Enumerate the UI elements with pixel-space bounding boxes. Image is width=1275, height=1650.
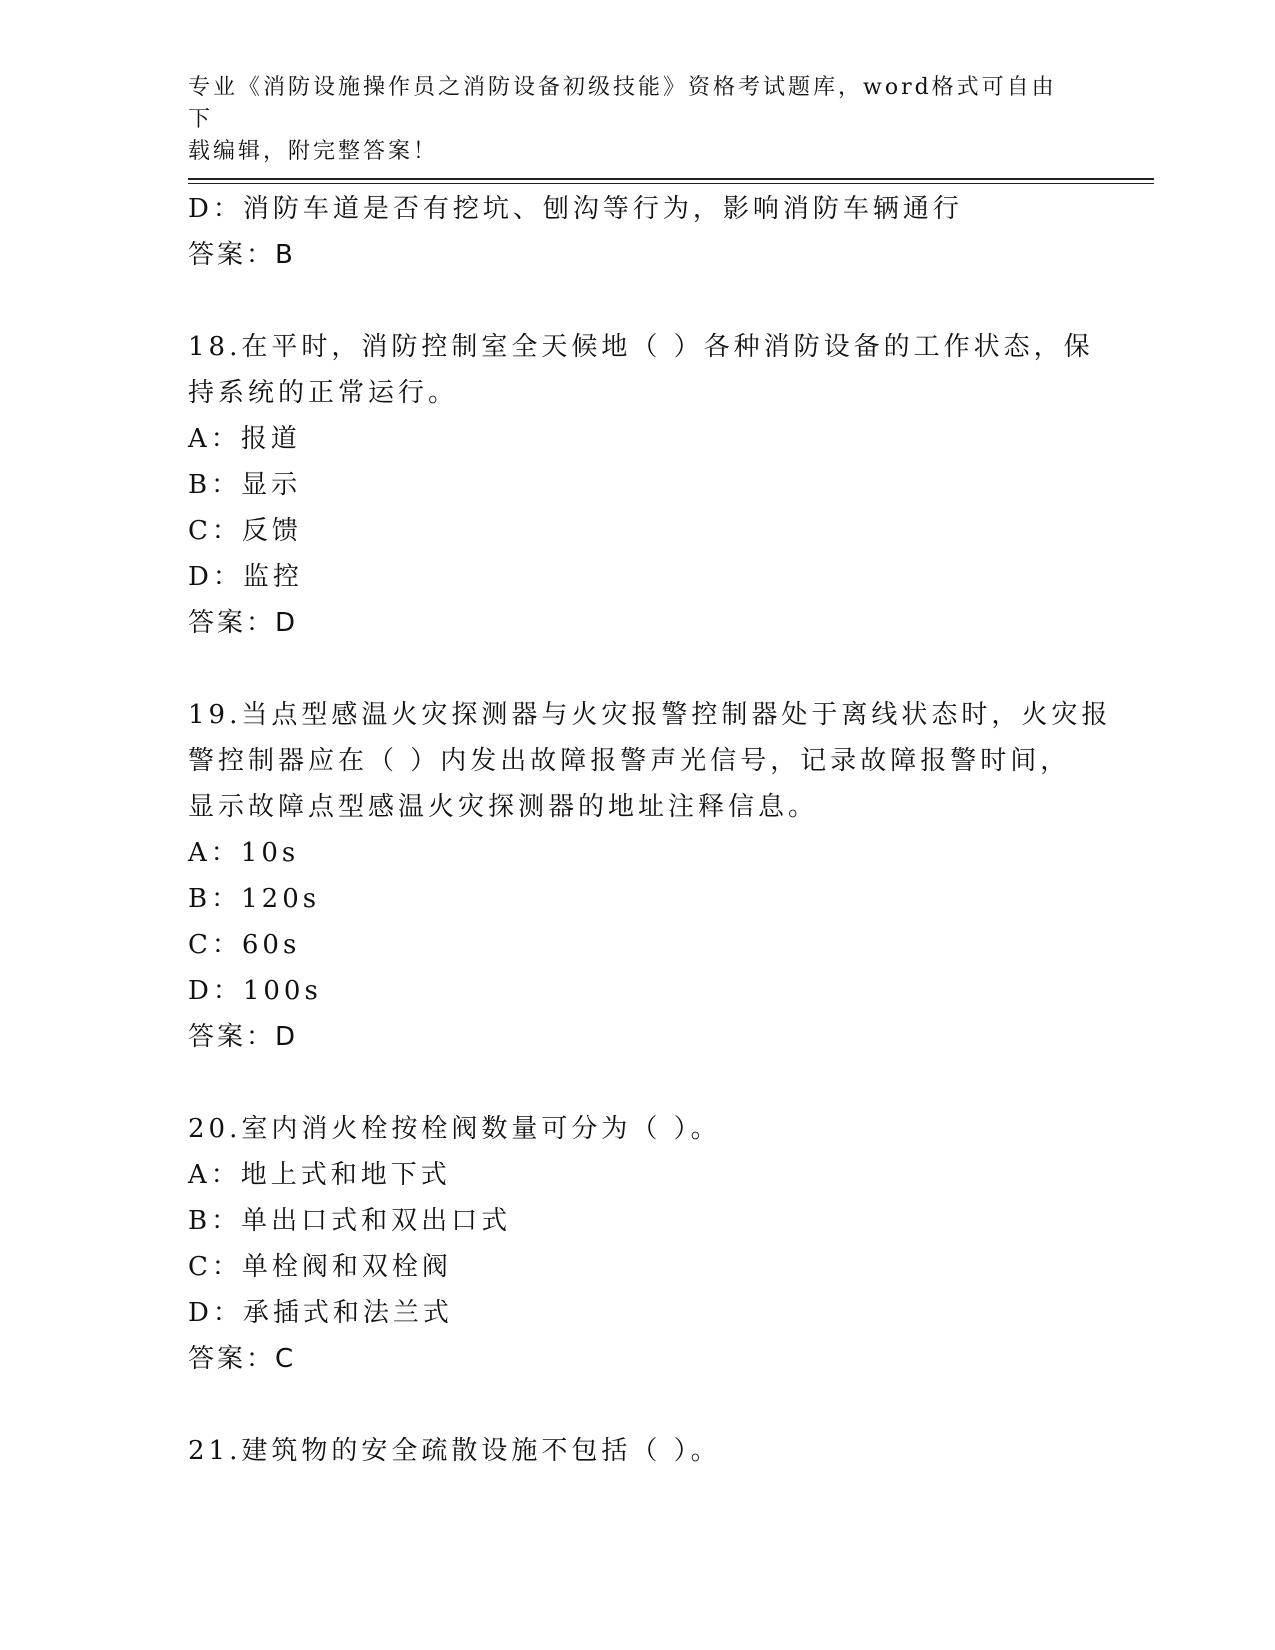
option-a: A：地上式和地下式 [188, 1160, 451, 1190]
question-spacer [188, 646, 1088, 692]
option-d: D：承插式和法兰式 [188, 1298, 453, 1328]
page-header [188, 72, 1078, 168]
question-spacer [188, 1382, 1088, 1428]
option-b: B：120s [188, 884, 321, 914]
option-d: D：100s [188, 976, 322, 1006]
question-stem-line: 20.室内消火栓按栓阀数量可分为（ ）。 [188, 1114, 721, 1144]
question-stem-line: 显示故障点型感温火灾探测器的地址注释信息。 [188, 792, 819, 822]
question-stem-line: 警控制器应在（ ）内发出故障报警声光信号，记录故障报警时间， [188, 746, 1071, 776]
option-c: C：反馈 [188, 516, 302, 546]
option-d: D：监控 [188, 562, 303, 592]
header-line-2: 载编辑，附完整答案！ [188, 139, 439, 164]
question-18 [188, 324, 1094, 646]
question-17-tail [188, 186, 1088, 278]
question-list [188, 186, 1112, 1474]
question-spacer [188, 278, 1088, 324]
question-19 [188, 692, 1112, 1060]
answer-line: 答案：D [188, 1022, 299, 1052]
question-stem-line: 18.在平时，消防控制室全天候地（ ）各种消防设备的工作状态，保 [188, 332, 1094, 362]
header-divider-thick [188, 178, 1154, 180]
question-stem-line: 19.当点型感温火灾探测器与火灾报警控制器处于离线状态时，火灾报 [188, 700, 1112, 730]
option-a: A：报道 [188, 424, 301, 454]
option-b: B：显示 [188, 470, 302, 500]
header-divider-thin [188, 183, 1154, 184]
answer-line: 答案：C [188, 1344, 297, 1374]
option-b: B：单出口式和双出口式 [188, 1206, 512, 1236]
question-stem-line: 21.建筑物的安全疏散设施不包括（ ）。 [188, 1436, 721, 1466]
question-stem-line: 持系统的正常运行。 [188, 378, 459, 408]
header-line-1: 专业《消防设施操作员之消防设备初级技能》资格考试题库，word格式可自由下 [188, 75, 1057, 132]
question-spacer [188, 1060, 1088, 1106]
option-d: D：消防车道是否有挖坑、刨沟等行为，影响消防车辆通行 [188, 194, 963, 224]
option-c: C：单栓阀和双栓阀 [188, 1252, 452, 1282]
answer-line: 答案：B [188, 240, 296, 270]
question-20 [188, 1106, 1088, 1382]
answer-line: 答案：D [188, 608, 299, 638]
option-a: A：10s [188, 838, 300, 868]
option-c: C：60s [188, 930, 301, 960]
question-21 [188, 1428, 1088, 1474]
